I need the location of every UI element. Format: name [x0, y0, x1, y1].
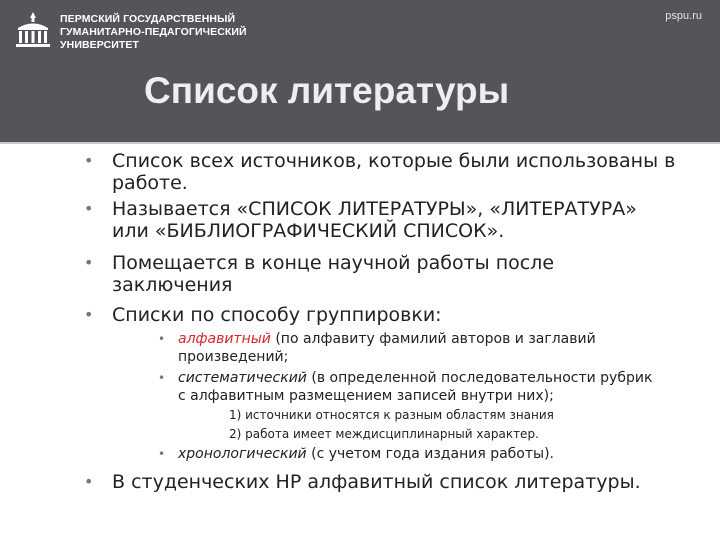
sub-bullet-text: с алфавитным размещением записей внутри них);	[178, 388, 554, 404]
bullet-icon: •	[84, 199, 94, 218]
term-alphabetic: алфавитный	[178, 331, 271, 347]
bullet-text: заключения	[112, 274, 233, 296]
bullet-icon: •	[158, 332, 166, 346]
bullet-icon: •	[84, 305, 94, 324]
bullet-text: Список всех источников, которые были использованы в	[112, 150, 676, 172]
university-name-line: ПЕРМСКИЙ ГОСУДАРСТВЕННЫЙ	[60, 13, 236, 25]
bullet-text: Помещается в конце научной работы после	[112, 252, 555, 274]
numbered-item: 2) работа имеет междисциплинарный характер.	[229, 427, 539, 441]
bullet-icon: •	[158, 447, 166, 461]
bullet-text: или «БИБЛИОГРАФИЧЕСКИЙ СПИСОК».	[112, 220, 505, 242]
bullet-icon: •	[84, 472, 94, 491]
site-url: pspu.ru	[665, 10, 702, 22]
bullet-text: В студенческих НР алфавитный список литературы.	[112, 471, 641, 493]
bullet-icon: •	[158, 371, 166, 385]
bullet-icon: •	[84, 253, 94, 272]
sub-bullet-text: (с учетом года издания работы).	[306, 446, 554, 462]
term-systematic: систематический	[178, 370, 307, 386]
sub-bullet-text: произведений;	[178, 349, 289, 365]
university-name-line: УНИВЕРСИТЕТ	[60, 39, 140, 51]
university-name-line: ГУМАНИТАРНО-ПЕДАГОГИЧЕСКИЙ	[60, 26, 247, 38]
term-chronological: хронологический	[178, 446, 307, 462]
bullet-text: Списки по способу группировки:	[112, 304, 442, 326]
sub-bullet-text: (в определенной последовательности рубрик	[306, 370, 653, 386]
bullet-text: работе.	[112, 172, 188, 194]
sub-bullet-text: (по алфавиту фамилий авторов и заглавий	[270, 331, 596, 347]
bullet-icon: •	[84, 151, 94, 170]
numbered-item: 1) источники относятся к разным областям знания	[229, 408, 554, 422]
bullet-text: Называется «СПИСОК ЛИТЕРАТУРЫ», «ЛИТЕРАТУРА»	[112, 198, 637, 220]
slide-title: Список литературы	[144, 70, 510, 111]
